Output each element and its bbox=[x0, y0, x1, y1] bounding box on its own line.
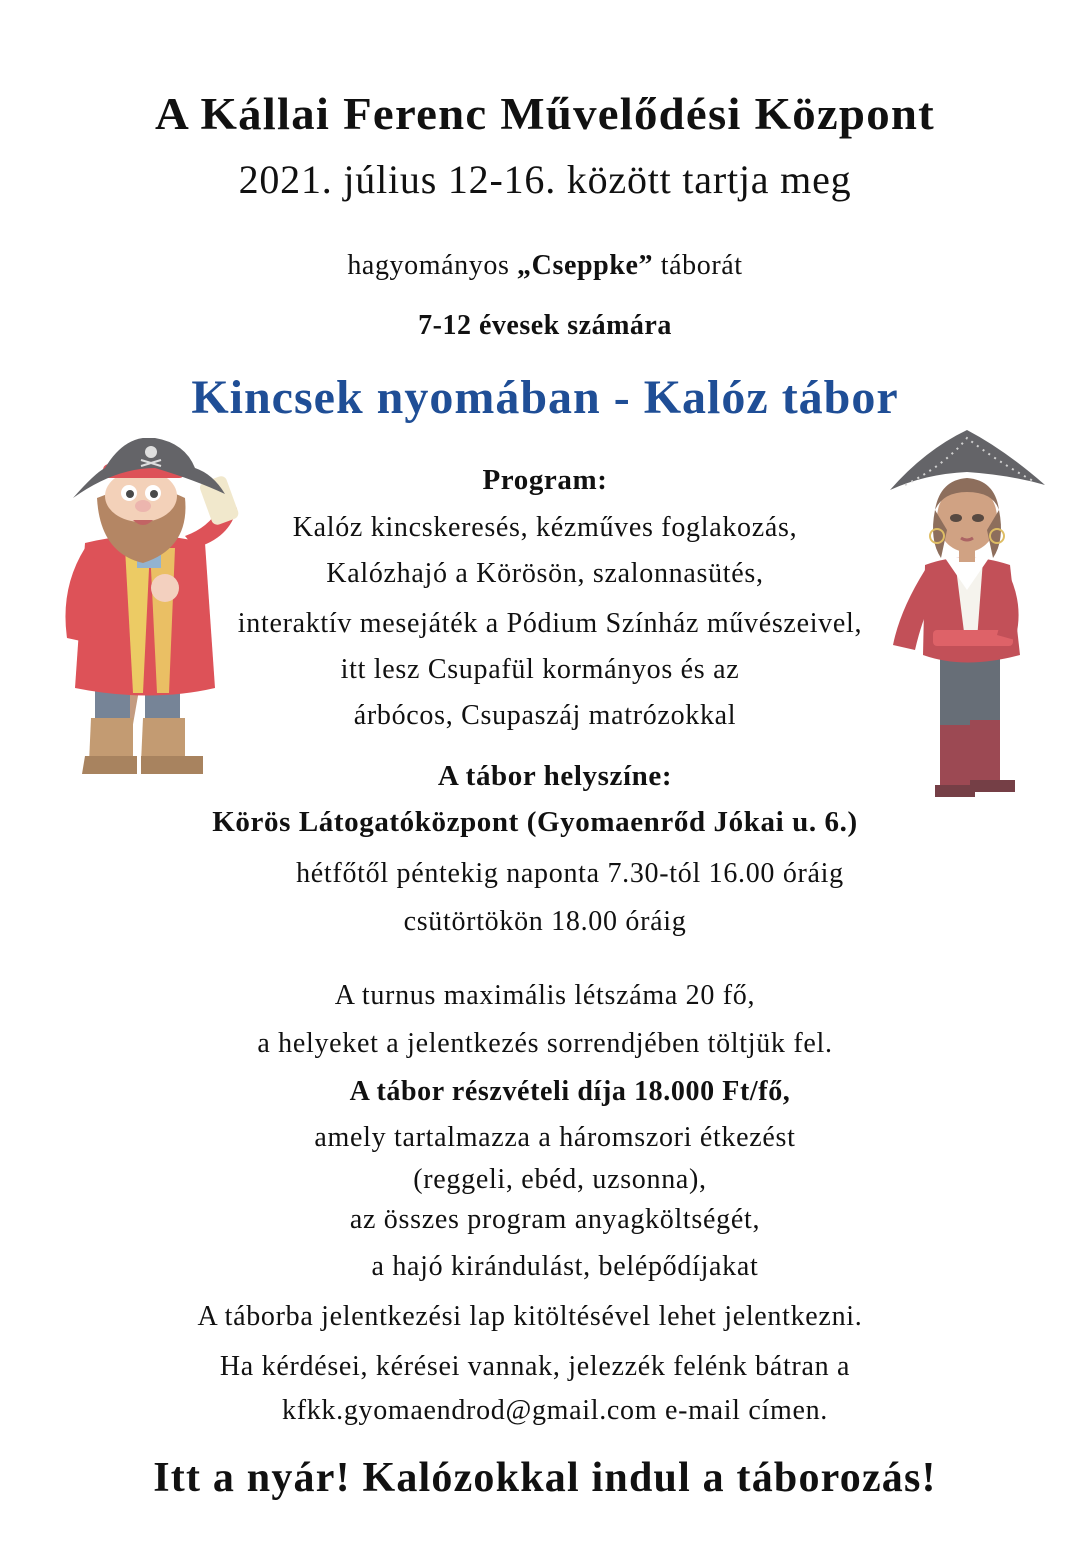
email-contact: kfkk.gyomaendrod@gmail.com e-mail címen. bbox=[282, 1395, 828, 1426]
camp-name: „Cseppke” bbox=[517, 250, 654, 281]
fee-includes: (reggeli, ebéd, uzsonna), bbox=[413, 1164, 707, 1195]
location-venue: Körös Látogatóközpont (Gyomaenrőd Jókai u. 6.) bbox=[212, 806, 858, 838]
camp-theme-title: Kincsek nyomában - Kalóz tábor bbox=[191, 371, 899, 424]
program-line: árbócos, Csupaszáj matrózokkal bbox=[353, 700, 737, 731]
program-line: itt lesz Csupafül kormányos és az bbox=[340, 654, 740, 685]
age-group: 7-12 évesek számára bbox=[418, 310, 672, 341]
camp-intro bbox=[0, 252, 1090, 280]
program-line: interaktív mesejáték a Pódium Színház művészeivel, bbox=[237, 608, 863, 639]
fee-includes: az összes program anyagköltségét, bbox=[349, 1204, 761, 1235]
fee-includes: a hajó kirándulást, belépődíjakat bbox=[371, 1251, 759, 1282]
order-text: a helyeket a jelentkezés sorrendjében töltjük fel. bbox=[257, 1028, 833, 1059]
opening-hours: hétfőtől péntekig naponta 7.30-tól 16.00 óráig bbox=[296, 858, 844, 889]
registration-text: A táborba jelentkezési lap kitöltésével lehet jelentkezni. bbox=[197, 1301, 863, 1332]
intro-suffix: táborát bbox=[653, 250, 743, 281]
closing-slogan: Itt a nyár! Kalózokkal indul a táborozás! bbox=[153, 1455, 937, 1501]
intro-prefix: hagyományos bbox=[347, 250, 518, 281]
program-line: Kalóz kincskeresés, kézműves foglakozás, bbox=[292, 512, 798, 543]
fee-text: A tábor részvételi díja 18.000 Ft/fő, bbox=[349, 1076, 791, 1107]
organizer-title: A Kállai Ferenc Művelődési Központ bbox=[155, 89, 935, 139]
fee-includes: amely tartalmazza a háromszori étkezést bbox=[314, 1122, 796, 1153]
questions-text: Ha kérdései, kérései vannak, jelezzék felénk bátran a bbox=[219, 1351, 851, 1382]
thursday-hours: csütörtökön 18.00 óráig bbox=[403, 906, 687, 937]
program-line: Kalózhajó a Körösön, szalonnasütés, bbox=[326, 558, 764, 589]
program-heading: Program: bbox=[482, 464, 608, 496]
location-heading: A tábor helyszíne: bbox=[437, 760, 673, 792]
camp-dates: 2021. július 12-16. között tartja meg bbox=[238, 157, 852, 202]
capacity-text: A turnus maximális létszáma 20 fő, bbox=[334, 980, 756, 1011]
